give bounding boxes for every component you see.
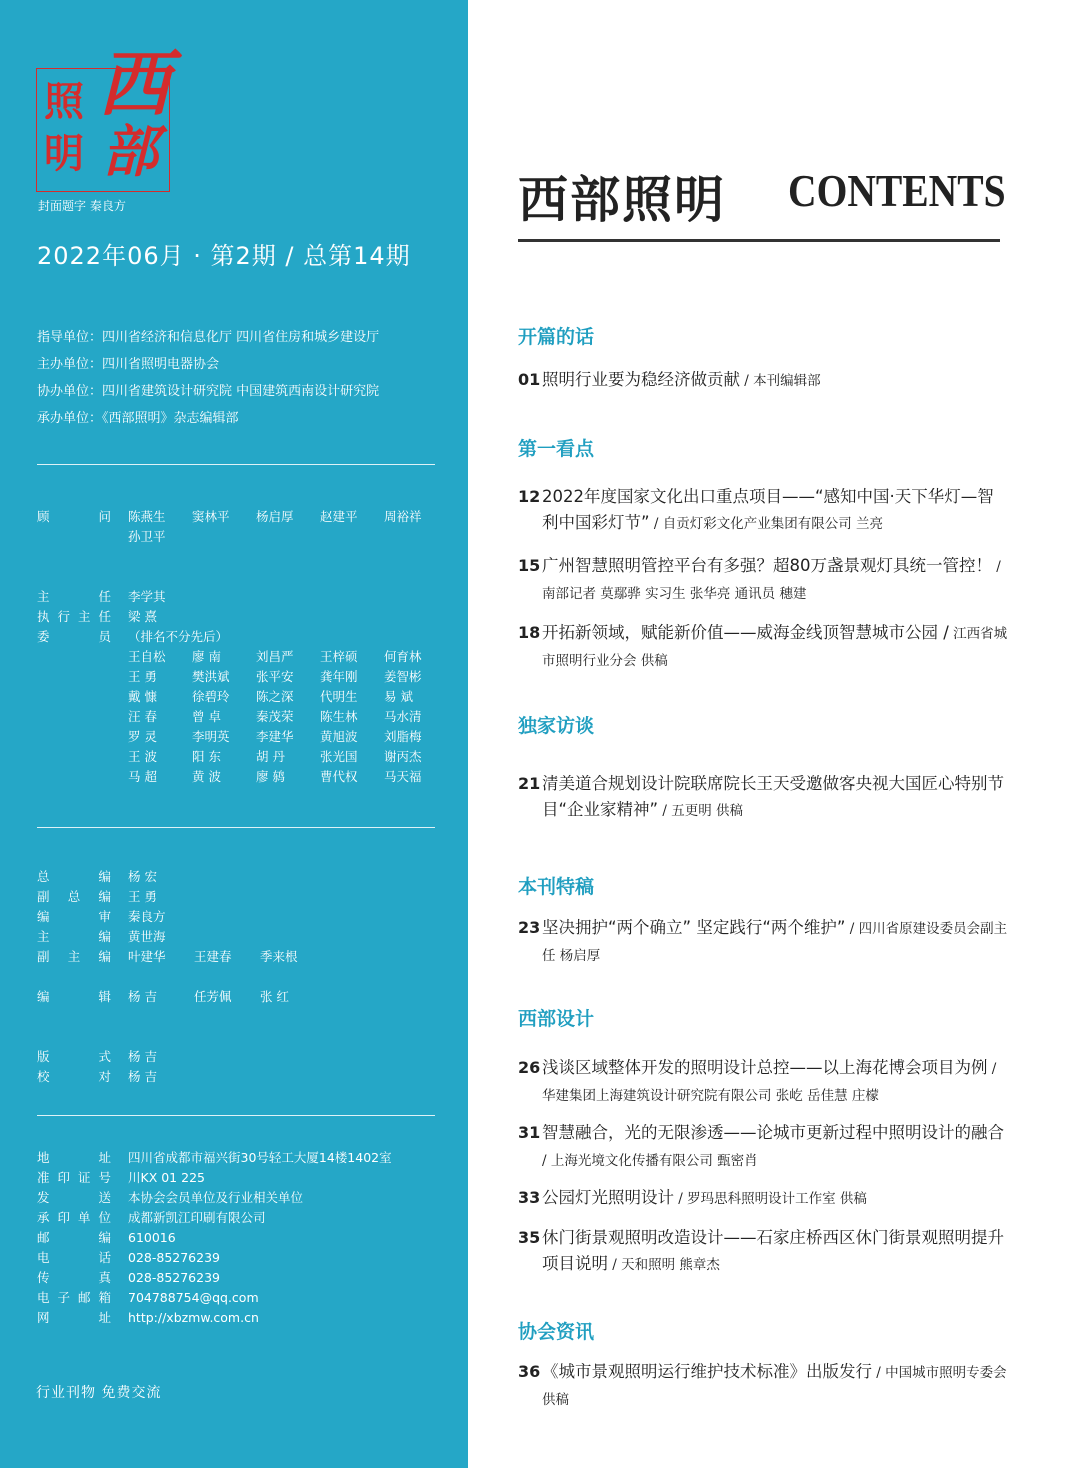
- role-char: 副: [37, 889, 50, 904]
- role-char: 电: [37, 1250, 50, 1265]
- toc-entry: [518, 367, 1008, 394]
- staff-name: 季来根: [260, 949, 298, 964]
- role-char: 电: [37, 1290, 50, 1305]
- staff-names: [128, 1047, 194, 1067]
- staff-names: [128, 987, 326, 1007]
- staff-role: [37, 887, 111, 907]
- staff-role: [37, 947, 111, 967]
- role-char: 任: [98, 589, 111, 604]
- section-heading: 协会资讯: [518, 1321, 595, 1343]
- staff-name: 代明生: [320, 689, 358, 704]
- role-char: 编: [37, 909, 50, 924]
- staff-name: 马天福: [384, 769, 422, 784]
- role-char: 主: [37, 929, 50, 944]
- masthead-panel: [0, 0, 468, 1468]
- divider: [37, 827, 435, 828]
- role-char: 执: [37, 609, 50, 624]
- logo-char: 部: [102, 119, 158, 185]
- staff-role: [37, 1268, 111, 1288]
- page-number: 23: [518, 918, 541, 937]
- page-number: 21: [518, 774, 541, 793]
- staff-role: [37, 1067, 111, 1087]
- info-value: 610016: [128, 1230, 176, 1245]
- staff-names: [128, 587, 192, 607]
- page-number: 15: [518, 556, 541, 575]
- staff-name: 王建春: [194, 949, 232, 964]
- role-char: 址: [98, 1310, 111, 1325]
- staff-role: [37, 1248, 111, 1268]
- staff-names: [128, 527, 192, 547]
- role-char: 发: [37, 1190, 50, 1205]
- role-char: 印: [57, 1170, 70, 1185]
- role-char: 话: [98, 1250, 111, 1265]
- entry-source: 江西省城市照明行业分会 供稿: [542, 626, 1008, 669]
- role-char: 传: [37, 1270, 50, 1285]
- staff-name: 陈燕生: [128, 509, 166, 524]
- staff-name: 罗 灵: [128, 729, 157, 744]
- staff-name: 王 勇: [128, 889, 157, 904]
- page-number: 36: [518, 1362, 541, 1381]
- staff-name: 易 斌: [384, 689, 413, 704]
- entry-text: [542, 1120, 1008, 1174]
- staff-name: 窦林平: [192, 509, 230, 524]
- logo-char: 照: [44, 78, 84, 125]
- role-char: 总: [67, 889, 81, 904]
- role-char: 委: [37, 629, 50, 644]
- staff-name: 刘昌严: [256, 649, 294, 664]
- entry-title: 坚决拥护“两个确立” 坚定践行“两个维护”: [542, 918, 846, 937]
- entry-source: / 自贡灯彩文化产业集团有限公司 兰亮: [649, 516, 883, 532]
- staff-name: 曾 卓: [192, 709, 221, 724]
- staff-name: 徐碧玲: [192, 689, 230, 704]
- entry-source: / 本刊编辑部: [740, 373, 821, 389]
- staff-name: 秦茂荣: [256, 709, 294, 724]
- footer-note: 行业刊物 免费交流: [36, 1385, 162, 1401]
- role-char: 主: [77, 609, 91, 624]
- divider: [37, 464, 435, 465]
- role-char: 副: [37, 949, 50, 964]
- info-value: 川KX 01 225: [128, 1170, 205, 1185]
- toc-entry: [518, 484, 1008, 537]
- staff-role: [37, 627, 111, 647]
- staff-role: [37, 507, 111, 527]
- staff-name: 赵建平: [320, 509, 358, 524]
- staff-name: 曹代权: [320, 769, 358, 784]
- page-number: 33: [518, 1188, 541, 1207]
- entry-text: [542, 367, 1008, 394]
- role-char: 址: [98, 1150, 111, 1165]
- staff-name: 叶建华: [128, 949, 166, 964]
- entry-source: / 中国城市照明专委会 供稿: [542, 1365, 1007, 1408]
- entry-text: [542, 771, 1008, 824]
- entry-source: / 天和照明 熊章杰: [608, 1257, 720, 1273]
- role-char: 号: [98, 1170, 111, 1185]
- role-char: 主: [67, 949, 81, 964]
- staff-name: （排名不分先后）: [128, 629, 229, 644]
- staff-name: 王梓硕: [320, 649, 358, 664]
- staff-name: 谢丙杰: [384, 749, 422, 764]
- toc-entry: [518, 1185, 1008, 1212]
- role-char: 总: [37, 869, 50, 884]
- role-char: 邮: [77, 1290, 91, 1305]
- staff-name: 廖 鸫: [256, 769, 285, 784]
- entry-title: 广州智慧照明管控平台有多强？超80万盏景观灯具统一管控！: [542, 556, 992, 575]
- staff-name: 杨 吉: [128, 1049, 157, 1064]
- role-char: 辑: [98, 989, 111, 1004]
- toc-entry: [518, 1120, 1008, 1174]
- section-heading: 本刊特稿: [518, 876, 595, 898]
- title-rule: [518, 239, 1000, 242]
- logo-char: 明: [44, 130, 84, 177]
- section-heading: 西部设计: [518, 1008, 595, 1030]
- staff-name: 黄世海: [128, 929, 166, 944]
- role-char: 单: [77, 1210, 91, 1225]
- role-char: 任: [98, 609, 111, 624]
- staff-role: [37, 1208, 111, 1228]
- staff-name: 任芳佩: [194, 989, 232, 1004]
- info-value: 本协会会员单位及行业相关单位: [128, 1190, 304, 1205]
- staff-name: 张光国: [320, 749, 358, 764]
- staff-name: 孙卫平: [128, 529, 166, 544]
- toc-entry: [518, 915, 1008, 969]
- staff-name: 姜智彬: [384, 669, 422, 684]
- staff-name: 龚年刚: [320, 669, 358, 684]
- entry-title: 休门街景观照明改造设计——石家庄桥西区休门街景观照明提升项目说明: [542, 1228, 1004, 1273]
- toc-entry: [518, 1055, 1008, 1109]
- contents-panel: [468, 0, 1080, 1468]
- staff-names: [128, 767, 448, 787]
- staff-name: 周裕祥: [384, 509, 422, 524]
- role-char: 行: [57, 609, 70, 624]
- staff-name: 戴 慷: [128, 689, 157, 704]
- role-char: 地: [37, 1150, 50, 1165]
- entry-title: 智慧融合，光的无限渗透——论城市更新过程中照明设计的融合: [542, 1123, 1004, 1142]
- role-char: 编: [98, 949, 111, 964]
- staff-role: [37, 607, 111, 627]
- entry-source: / 上海光境文化传播有限公司 甄密肖: [542, 1153, 758, 1169]
- toc-entry: [518, 620, 1008, 674]
- staff-name: 黄旭波: [320, 729, 358, 744]
- role-char: 编: [98, 889, 111, 904]
- staff-name: 王自松: [128, 649, 166, 664]
- staff-names: [128, 507, 448, 527]
- entry-source: / 华建集团上海建筑设计研究院有限公司 张屹 岳佳慧 庄檬: [542, 1061, 997, 1104]
- staff-name: 李明英: [192, 729, 230, 744]
- entry-title: 开拓新领域，赋能新价值——威海金线顶智慧城市公园 /: [542, 623, 949, 642]
- staff-names: [128, 887, 194, 907]
- logo-char: 西: [98, 41, 171, 126]
- role-char: 问: [98, 509, 111, 524]
- page-number: 12: [518, 487, 541, 506]
- section-heading: 独家访谈: [518, 715, 595, 737]
- staff-names: [128, 707, 448, 727]
- staff-name: 杨 宏: [128, 869, 157, 884]
- staff-role: [37, 587, 111, 607]
- staff-name: 陈之深: [256, 689, 294, 704]
- staff-name: 杨启厚: [256, 509, 294, 524]
- staff-role: [37, 927, 111, 947]
- staff-name: 张 红: [260, 989, 289, 1004]
- cover-calligraphy-credit: 封面题字 秦良方: [38, 199, 126, 213]
- page-number: 35: [518, 1228, 541, 1247]
- staff-names: [128, 867, 194, 887]
- organizer-row: 指导单位：四川省经济和信息化厅 四川省住房和城乡建设厅: [37, 330, 380, 345]
- entry-text: [542, 553, 1008, 607]
- page-number: 18: [518, 623, 541, 642]
- entry-text: [542, 484, 1008, 537]
- role-char: 校: [37, 1069, 50, 1084]
- entry-source: / 罗玛思科照明设计工作室 供稿: [674, 1191, 867, 1207]
- staff-name: 王 勇: [128, 669, 157, 684]
- info-value: 028-85276239: [128, 1250, 220, 1265]
- staff-names: [128, 627, 229, 647]
- staff-role: [37, 1308, 111, 1328]
- entry-source: / 南部记者 莫鄢骅 实习生 张华亮 通讯员 穗建: [542, 559, 1001, 602]
- role-char: 编: [98, 869, 111, 884]
- role-char: 印: [57, 1210, 70, 1225]
- staff-role: [37, 987, 111, 1007]
- staff-role: [37, 1148, 111, 1168]
- staff-names: [128, 687, 448, 707]
- entry-title: 浅谈区域整体开发的照明设计总控——以上海花博会项目为例: [542, 1058, 988, 1077]
- role-char: 审: [98, 909, 111, 924]
- info-value: 028-85276239: [128, 1270, 220, 1285]
- staff-role: [37, 1168, 111, 1188]
- entry-source: / 四川省原建设委员会副主任 杨启厚: [542, 921, 1008, 964]
- organizer-row: 协办单位：四川省建筑设计研究院 中国建筑西南设计研究院: [37, 384, 380, 399]
- entry-text: [542, 1185, 1008, 1212]
- role-char: 真: [98, 1270, 111, 1285]
- role-char: 式: [98, 1049, 111, 1064]
- staff-role: [37, 867, 111, 887]
- staff-names: [128, 747, 448, 767]
- organizer-row: 承办单位：《西部照明》杂志编辑部: [37, 411, 239, 426]
- toc-entry: [518, 1225, 1008, 1278]
- staff-name: 廖 南: [192, 649, 221, 664]
- staff-role: [37, 1288, 111, 1308]
- section-heading: 第一看点: [518, 438, 595, 460]
- role-char: 承: [37, 1210, 50, 1225]
- entry-title: 《城市景观照明运行维护技术标准》出版发行: [542, 1362, 872, 1381]
- role-char: 网: [37, 1310, 50, 1325]
- entry-title: 公园灯光照明设计: [542, 1188, 674, 1207]
- role-char: 编: [98, 1230, 111, 1245]
- section-heading: 开篇的话: [518, 326, 595, 348]
- entry-text: [542, 620, 1008, 674]
- staff-name: 杨 吉: [128, 1069, 157, 1084]
- staff-names: [128, 927, 194, 947]
- staff-role: [37, 1047, 111, 1067]
- page-title-english: CONTENTS: [788, 165, 1006, 216]
- staff-name: 王 波: [128, 749, 157, 764]
- role-char: 送: [98, 1190, 111, 1205]
- entry-title: 照明行业要为稳经济做贡献: [542, 370, 740, 389]
- role-char: 邮: [37, 1230, 50, 1245]
- divider: [37, 1115, 435, 1116]
- page-number: 01: [518, 370, 541, 389]
- staff-name: 刘脂梅: [384, 729, 422, 744]
- staff-name: 梁 熹: [128, 609, 157, 624]
- staff-name: 李建华: [256, 729, 294, 744]
- staff-name: 黄 波: [192, 769, 221, 784]
- entry-text: [542, 1055, 1008, 1109]
- role-char: 编: [37, 989, 50, 1004]
- staff-name: 何育林: [384, 649, 422, 664]
- staff-role: [37, 1188, 111, 1208]
- role-char: 箱: [98, 1290, 111, 1305]
- toc-entry: [518, 553, 1008, 607]
- staff-name: 汪 春: [128, 709, 157, 724]
- role-char: 准: [37, 1170, 50, 1185]
- entry-title: 2022年度国家文化出口重点项目——“感知中国·天下华灯—智利中国彩灯节”: [542, 487, 994, 532]
- role-char: 顾: [37, 509, 50, 524]
- info-value: 成都新凯江印刷有限公司: [128, 1210, 266, 1225]
- staff-names: [128, 907, 194, 927]
- staff-names: [128, 727, 448, 747]
- toc-entry: [518, 1359, 1008, 1413]
- toc-entry: [518, 771, 1008, 824]
- organizer-row: 主办单位：四川省照明电器协会: [37, 357, 220, 372]
- staff-names: [128, 1067, 194, 1087]
- staff-name: 秦良方: [128, 909, 166, 924]
- staff-name: 杨 吉: [128, 989, 157, 1004]
- entry-text: [542, 915, 1008, 969]
- staff-names: [128, 607, 192, 627]
- entry-text: [542, 1225, 1008, 1278]
- page-number: 31: [518, 1123, 541, 1142]
- staff-name: 胡 丹: [256, 749, 285, 764]
- staff-name: 张平安: [256, 669, 294, 684]
- staff-name: 陈生林: [320, 709, 358, 724]
- organizer-list: [37, 324, 379, 432]
- role-char: 主: [37, 589, 50, 604]
- page-title: 西部照明: [518, 171, 726, 229]
- magazine-logo: [36, 41, 176, 202]
- info-value: 704788754@qq.com: [128, 1290, 259, 1305]
- staff-role: [37, 1228, 111, 1248]
- info-value: 四川省成都市福兴街30号轻工大厦14楼1402室: [128, 1150, 392, 1165]
- staff-names: [128, 667, 448, 687]
- role-char: 员: [98, 629, 111, 644]
- staff-name: 李学其: [128, 589, 166, 604]
- entry-title: 清美道合规划设计院联席院长王天受邀做客央视大国匠心特别节目“企业家精神”: [542, 774, 1004, 819]
- staff-role: [37, 907, 111, 927]
- staff-name: 樊洪斌: [192, 669, 230, 684]
- role-char: 对: [98, 1069, 111, 1084]
- staff-name: 阳 东: [192, 749, 221, 764]
- role-char: 证: [77, 1170, 91, 1185]
- role-char: 版: [37, 1049, 50, 1064]
- info-value: http://xbzmw.com.cn: [128, 1310, 259, 1325]
- page-number: 26: [518, 1058, 541, 1077]
- role-char: 位: [98, 1210, 111, 1225]
- staff-name: 马 超: [128, 769, 157, 784]
- staff-name: 马水清: [384, 709, 422, 724]
- role-char: 编: [98, 929, 111, 944]
- entry-source: / 五更明 供稿: [658, 803, 744, 819]
- staff-names: [128, 947, 326, 967]
- entry-text: [542, 1359, 1008, 1413]
- issue-info: 2022年06月 · 第2期 / 总第14期: [37, 242, 411, 270]
- staff-names: [128, 647, 448, 667]
- role-char: 子: [57, 1290, 70, 1305]
